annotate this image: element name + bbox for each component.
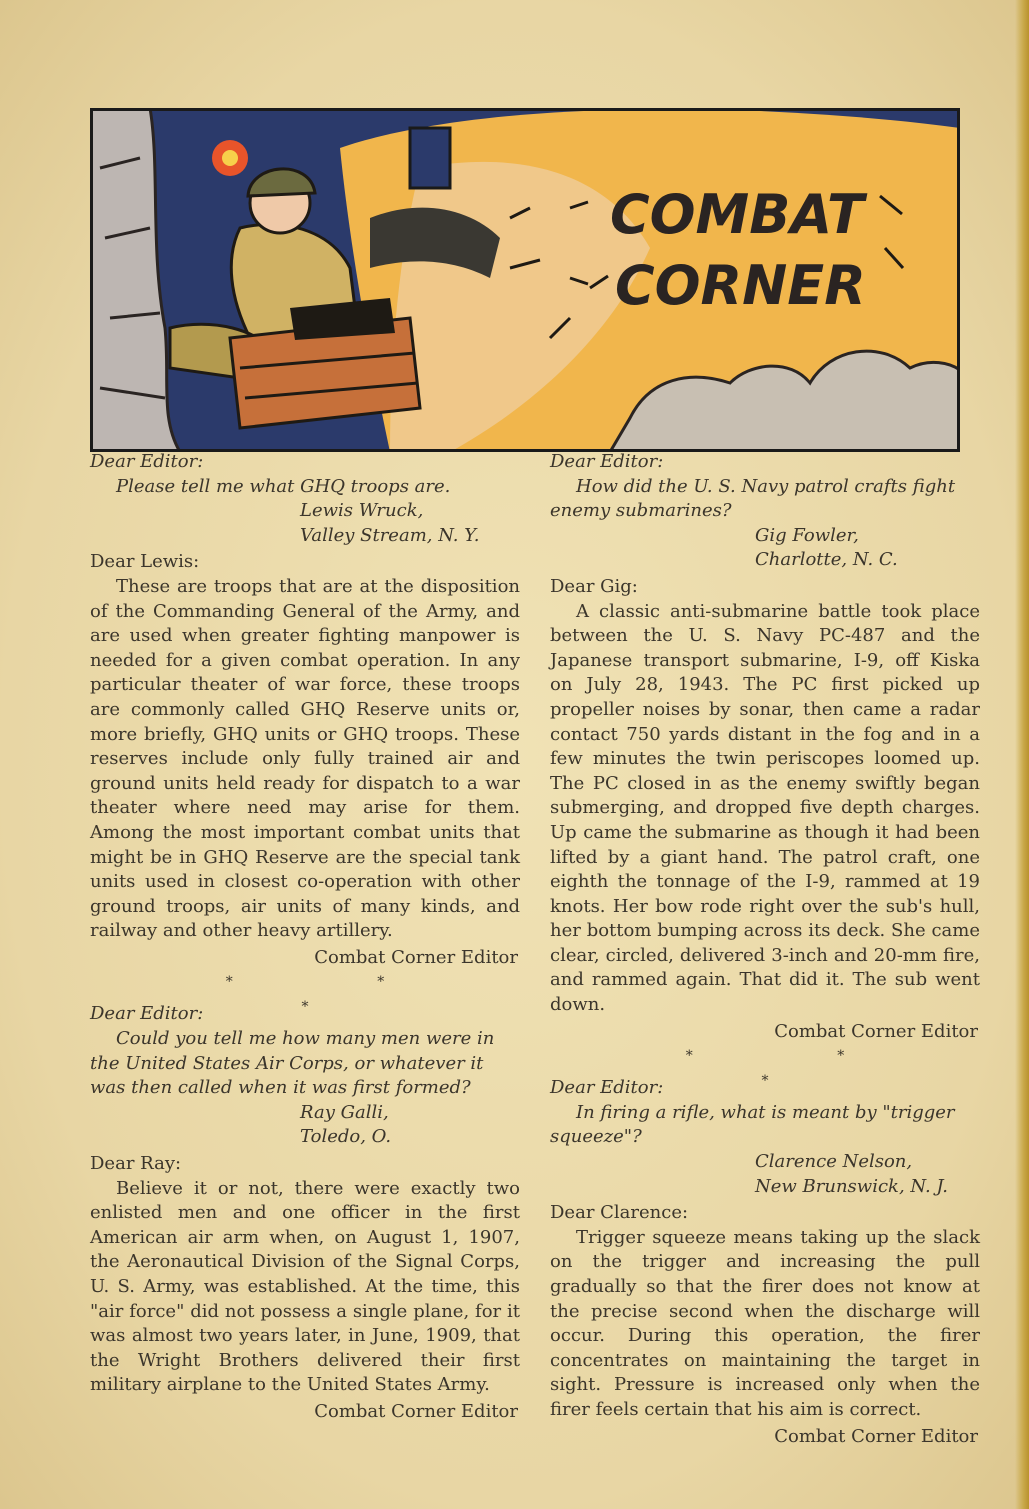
letter-question: Please tell me what GHQ troops are. — [116, 475, 451, 497]
letter-signature-place: Toledo, O. — [300, 1126, 392, 1148]
letter-question: In firing a rifle, what is meant by "trigger squeeze"? — [550, 1101, 955, 1148]
letter-question: How did the U. S. Navy patrol crafts fight enemy submarines? — [550, 475, 956, 522]
editor-signoff: Combat Corner Editor — [314, 946, 518, 968]
letter-signature-name: Lewis Wruck, — [300, 500, 424, 522]
letter-signature-place: Valley Stream, N. Y. — [300, 524, 480, 546]
separator: * * * — [225, 974, 455, 1016]
banner-title-line2: CORNER — [615, 254, 866, 317]
letter-question: Could you tell me how many men were in the United States Air Corps, or whatever it was then called when it was first formed? — [90, 1028, 495, 1099]
reply-answer: A classic anti-submarine battle took place between the U. S. Navy PC-487 and the Japanese transport submarine, I-9, off Kiska on July 28, 1943. The PC first picked up propeller noises by sonar, then came a radar contact 750 yards distant in the fog and in a few minutes the twin periscopes loomed up. The PC closed in as the enemy swiftly began submerging, and dropped five depth charges. Up came the submarine as though it had been lifted by a giant hand. The patrol craft, one eighth the tonnage of the I-9, rammed at 19 knots. Her bow rode right over the sub's hull, her bottom bumping across its deck. She came clear, circled, delivered 3-inch and 20-mm fire, and rammed again. That did it. The sub went down. — [550, 600, 980, 1016]
letter-signature-place: New Brunswick, N. J. — [755, 1175, 948, 1197]
letter-2 — [90, 1002, 520, 1424]
letter-signature-name: Clarence Nelson, — [755, 1151, 913, 1173]
letter-1 — [90, 450, 520, 970]
combat-corner-banner — [90, 108, 960, 452]
left-column — [90, 450, 520, 1425]
reply-answer: These are troops that are at the disposition of the Commanding General of the Army, and are used when greater fighting manpower is needed for a given combat operation. In any particular theater of war force, these troops are commonly called GHQ Reserve units or, more briefly, GHQ units or GHQ troops. These reserves include only fully trained air and ground units held ready for dispatch to a war theater where need may arise for them. Among the most important combat units that might be in GHQ Reserve are the special tank units used in closest co-operation with other ground troops, air units of many kinds, and railway and other heavy artillery. — [90, 575, 520, 942]
page-edge — [1015, 0, 1029, 1509]
reply-salutation: Dear Gig: — [550, 575, 638, 597]
letter-salutation: Dear Editor: — [550, 1077, 664, 1099]
banner-title-line1: COMBAT — [610, 183, 864, 246]
editor-signoff: Combat Corner Editor — [314, 1400, 518, 1422]
reply-answer: Believe it or not, there were exactly two enlisted men and one officer in the first American air arm when, on August 1, 1907, the Aeronautical Division of the Signal Corps, U. S. Army, was established. At the time, this "air force" did not possess a single plane, for it was almost two years later, in June, 1909, that the Wright Brothers delivered their first military airplane to the United States Army. — [90, 1177, 520, 1396]
letter-signature-place: Charlotte, N. C. — [755, 549, 898, 571]
reply-salutation: Dear Clarence: — [550, 1202, 689, 1224]
letter-salutation: Dear Editor: — [90, 1003, 204, 1025]
reply-salutation: Dear Lewis: — [90, 551, 200, 573]
letter-salutation: Dear Editor: — [550, 451, 664, 472]
letter-3 — [550, 450, 980, 1044]
editor-signoff: Combat Corner Editor — [774, 1020, 978, 1042]
reply-salutation: Dear Ray: — [90, 1153, 182, 1175]
letter-4 — [550, 1076, 980, 1449]
banner-illustration — [90, 108, 960, 452]
letter-signature-name: Ray Galli, — [300, 1101, 389, 1123]
separator: * * * — [685, 1048, 915, 1089]
letter-salutation: Dear Editor: — [90, 451, 204, 472]
editor-signoff: Combat Corner Editor — [774, 1425, 978, 1447]
letter-signature-name: Gig Fowler, — [755, 524, 859, 546]
right-column — [550, 450, 980, 1449]
reply-answer: Trigger squeeze means taking up the slack on the trigger and increasing the pull gradually so that the firer does not know at the precise second when the discharge will occur. During this operation, the firer concentrates on maintaining the target in sight. Pressure is increased only when the firer feels certain that his aim is correct. — [550, 1226, 980, 1420]
